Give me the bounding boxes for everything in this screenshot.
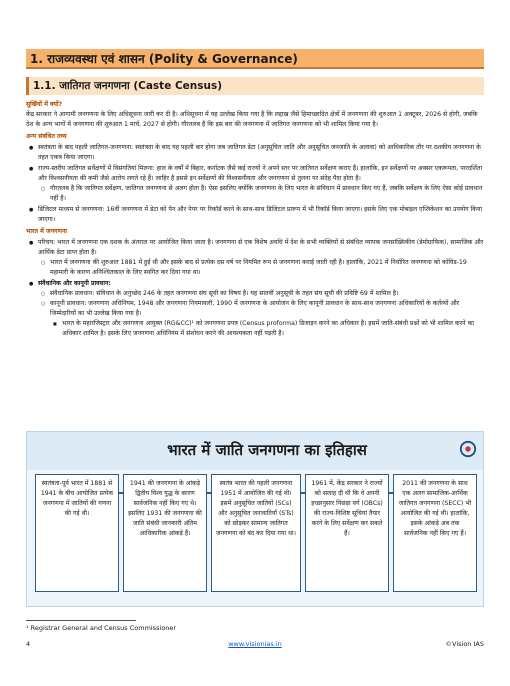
list-item xyxy=(26,279,484,339)
list-item xyxy=(38,299,484,339)
list-item: ● डिजिटल माध्यम से जनगणना: 16वीं जनगणना में डेटा को पेन और पेपर पर रिकॉर्ड करने के साथ-साथ डिजिटल प्रारूप में भी रिकॉर्ड किया जाएगा। इसके लिए एक मोबाइल एप्लिकेशन का उपयोग किया जाएगा। xyxy=(26,205,484,225)
brand-copyright: ©Vision IAS xyxy=(445,640,484,648)
list-item-text: कानूनी प्रावधान: जनगणना अधिनियम, 1948 और जनगणना नियमावली, 1990 में जनगणना के आयोजन के लिए कानूनी प्रावधान के साथ-साथ जनगणना अधिकारियों के कर्तव्यों और जिम्मेदारियों का भी उल्लेख किया गया है। xyxy=(50,300,460,317)
section-heading: 1. राजव्यवस्था एवं शासन (Polity & Governance) xyxy=(26,49,484,69)
subsection-heading: 1.1. जातिगत जनगणना (Caste Census) xyxy=(26,77,484,95)
list-item-text: संवैधानिक और कानूनी प्रावधान: xyxy=(38,280,111,287)
why-news-heading: सुर्खियों में क्यों? xyxy=(26,101,63,108)
infographic-title: भारत में जाति जनगणना का इतिहास xyxy=(167,441,367,459)
website-link[interactable]: www.visionias.in xyxy=(228,640,282,648)
main-content xyxy=(26,100,484,341)
timeline-card: 1961 में, केंद्र सरकार ने राज्यों को सलाह दी थी कि वे अपनी इच्छानुसार पिछड़ा वर्ग (OBCs) की राज्य-विशिष्ट सूचियां तैयार करने के लिए सर्वेक्षण कर सकते हैं। xyxy=(305,474,389,592)
timeline-card: स्वतंत्रता-पूर्व भारत में 1881 से 1941 के बीच आयोजित प्रत्येक जनगणना में जातियों की गणना की गई थी। xyxy=(35,474,119,592)
related-facts-list xyxy=(26,143,484,225)
list-item: ■ भारत के महारजिस्ट्रार और जनगणना आयुक्त (RG&CC)¹ को जनगणना प्रपत्र (Census proforma) डिजाइन करने का अधिकार है। इसमें जाति-संबंधी प्रश्नों को भी शामिल करने का अधिकार शामिल है। इसके लिए जनगणना अधिनियम में संशोधन करने की आवश्यकता नहीं पड़ती है। xyxy=(50,319,484,339)
list-item xyxy=(26,164,484,204)
list-item xyxy=(26,238,484,278)
list-item-text: परिचय: भारत में जनगणना एक दशक के अंतराल पर आयोजित किया जाता है। जनगणना से एक विशेष अवधि में देश के सभी व्यक्तियों से संबंधित व्यापक जनसांख्यिकीय (डेमोग्राफिक), सामाजिक और आर्थिक डेटा प्राप्त होता है। xyxy=(38,239,484,256)
list-item-text: राज्य-स्तरीय जातिगत सर्वेक्षणों में विसंगतियां मिलना: हाल के वर्षों में बिहार, कर्नाटक जैसे कई राज्यों ने अपने स्तर पर जातिगत सर्वेक्षण कराए हैं। हालांकि, इन सर्वेक्षणों पर अक्सर एकरूपता, पारदर्शिता और विश्वसनीयता की कमी जैसे आरोप लगते रहे हैं। जाहिर है इससे इन सर्वेक्षणों की विश्वसनीयता और जनगणना से तुलना पर संदेह पैदा होता है। xyxy=(38,165,483,182)
page-number: 4 xyxy=(26,640,31,648)
list-item: ○ भारत में जनगणना की शुरुआत 1881 में हुई थी और इसके बाद से प्रत्येक दस वर्ष पर नियमित रूप से जनगणना कराई जाती रही है। हालांकि, 2021 में निर्धारित जनगणना को कोविड-19 महामारी के कारण अनिश्चितकाल के लिए स्थगित कर दिया गया था। xyxy=(38,258,484,278)
census-heading: भारत में जनगणना xyxy=(26,228,68,235)
timeline-card: 1941 की जनगणना के आंकड़े द्वितीय विश्व युद्ध के कारण सार्वजनिक नहीं किए गए थे। इसलिए 1931 की जनगणना की जाति संबंधी जानकारी अंतिम आधिकारिक आंकड़े हैं। xyxy=(123,474,207,592)
timeline-card: 2011 की जनगणना के साथ एक अलग सामाजिक-आर्थिक जातिगत जनगणना (SECC) भी आयोजित की गई थी। हालांकि, इसके आंकड़े अब तक सार्वजनिक नहीं किए गए हैं। xyxy=(393,474,477,592)
timeline-card: स्वतंत्र भारत की पहली जनगणना 1951 में आयोजित की गई थी। इसमें अनुसूचित जातियों (SCs) और अनुसूचित जनजातियों (STs) को छोड़कर सामान्य जातिगत जनगणना को बंद कर दिया गया था। xyxy=(211,474,301,592)
footnote-divider xyxy=(26,620,136,621)
why-news-text: केंद्र सरकार ने आगामी जनगणना के लिए अधिसूचना जारी कर दी है। अधिसूचना में यह उल्लेख किया गया है कि लद्दाख जैसे हिमाच्छादित क्षेत्रों में जनगणना की शुरुआत 1 अक्टूबर, 2026 से होगी, जबकि देश के अन्य भागों में जनगणना की शुरुआत 1 मार्च, 2027 से होगी। गौरतलब है कि इस बार की जनगणना में जातिगत जनगणना को भी शामिल किया गया है। xyxy=(26,111,478,128)
vision-logo-icon xyxy=(459,440,477,458)
census-list xyxy=(26,238,484,339)
list-item: ● स्वतंत्रता के बाद पहली जातिगत-जनगणना: स्वतंत्रता के बाद यह पहली बार होगा जब जातिगत डेटा (अनुसूचित जाति और अनुसूचित जनजाति के अलावा) को आधिकारिक तौर पर दशकीय जनगणना के तहत एकत्र किया जाएगा। xyxy=(26,143,484,163)
caste-census-history-infographic xyxy=(26,431,484,607)
list-item: ○ गौरतलब है कि जातिगत सर्वेक्षण, जातिगत जनगणना से अलग होता है। ऐसा इसलिए क्योंकि जनगणना के लिए भारत के संविधान में प्रावधान किए गए हैं, जबकि सर्वेक्षण के लिए ऐसा कोई प्रावधान नहीं है। xyxy=(38,184,484,204)
list-item: ○ संवैधानिक प्रावधान: संविधान के अनुच्छेद 246 के तहत जनगणना संघ सूची का विषय है। यह सातवीं अनुसूची के तहत संघ सूची की प्रविष्टि 69 में शामिल है। xyxy=(38,289,484,299)
footnote: ¹ Registrar General and Census Commissioner xyxy=(26,624,177,632)
related-facts-heading: अन्य संबंधित तथ्य xyxy=(26,133,67,140)
